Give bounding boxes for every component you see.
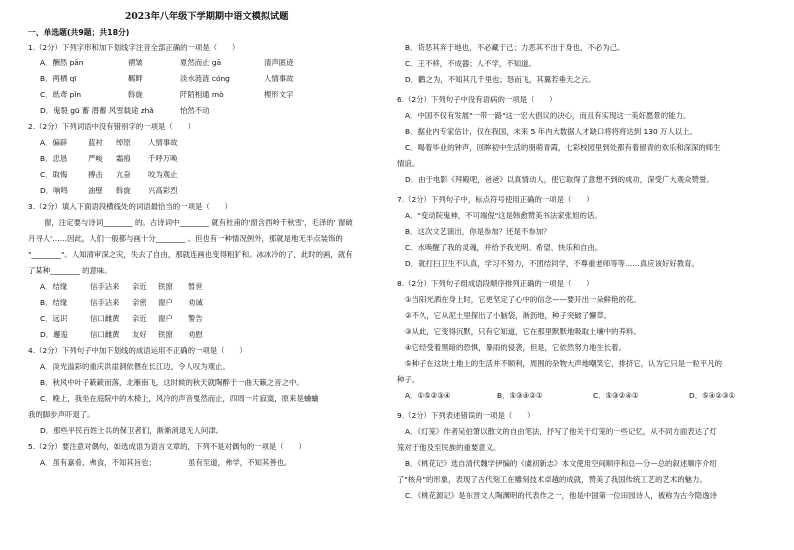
question-7-option-b: B．这次文艺演出，你是参加？还是不参加？ <box>405 227 551 236</box>
question-5-option-b: B．货恶其弃于地也，不必藏于己；力恶其不出于身也，不必为己。 <box>405 43 625 52</box>
section-heading: 一、单选题(共9题；共18分) <box>28 28 130 37</box>
question-7-option-d: D．就打扫卫生不认真，学习不努力，不团结同学，不尊重老师等等……真应该好好教育。 <box>405 259 699 268</box>
question-5-stem: 5.（2分）要注意对偶句，如选成语为语言文章的，下列不是对偶句的一项是（ ） <box>28 442 306 451</box>
question-5-option-c: C．王不移，不成器；人不学，不知道。 <box>405 59 536 68</box>
question-6-option-b: B．据业内专家估计，仅在我国，未来 5 年内大数据人才缺口将将将达到 130 万人以上。 <box>405 127 697 136</box>
question-4-option-c: C．晚上，我坐在庭院中的木椅上，风冷的声音戛然而止，四周一片寂寞，原来是蛐蛐 <box>40 394 319 403</box>
question-6-stem: 6.（2分）下列句子中没有语病的一项是（ ） <box>397 95 557 104</box>
question-3-passage-line: 窗，注定要与诗词________ 的。古诗词中________ 就有杜甫的'窗含西岭千秋雪'，毛泽的' 窗破 <box>44 218 353 227</box>
question-8-sentence-cont: 种子。 <box>397 375 420 384</box>
question-3-stem: 3.（2分）填入下面语段横线处的词语最恰当的一项是（ ） <box>28 202 232 211</box>
question-4-option-b: B．秋风中叶子簌簌而落，北雁南飞，这时候的秋天就陶醉于一曲天籁之音之中。 <box>40 378 304 387</box>
question-9-option-c: C．《桃花源记》是东晋文人陶渊明的代表作之一，他是中国第一位田园诗人，被称为古今隐逸诗 <box>405 491 717 500</box>
question-8-option-c: C．⑤③②④① <box>593 391 639 400</box>
question-3-passage-line: "________"。人知清审深之灾，失去了自由，那就连画也变得粗犷和。冰冰冷的了，此时的画，就有 <box>28 250 353 259</box>
question-8-sentence: ③从此，它变得沉默，只有它知道，它在那里默默地吸取土壤中的养料。 <box>405 327 641 336</box>
question-7-option-c: C．水唤醒了我的灵魂，并给予我光明、希望、快乐和自由。 <box>405 243 603 252</box>
question-9-stem: 9.（2分）下列表述错误的一项是（ ） <box>397 411 535 420</box>
question-4-stem: 4.（2分）下列句子中加下划线的成语运用不正确的一项是（ ） <box>28 346 247 355</box>
question-8-stem: 8.（2分）下列句子组成语段顺序排列正确的一项是（ ） <box>397 279 594 288</box>
question-8-sentence: ②不久，它从泥土里探出了小脑袋，淅沥地，种子突破了懈草。 <box>405 311 612 320</box>
question-6-option-a: A．中国不仅有发展"一带一路"这一宏大倡议的决心，而且有实现这一美好愿景的能力。 <box>405 111 691 120</box>
question-8-sentence: ①当阳光洒在身上时，它更坚定了心中的信念——要开出一朵鲜艳的花。 <box>405 295 641 304</box>
question-9-option-b: B．《桃花记》选自清代魏学伊编的《虞初新志》本文使用空间顺序和总—分—总的叙述顺序介绍 <box>405 459 717 468</box>
question-3-passage-line: 了某种________ 的意味。 <box>28 266 112 275</box>
question-7-option-a: A．"变动院鬼神，不可端倪"这是韩愈赞美书法家张旭的话。 <box>405 211 602 220</box>
question-7-stem: 7.（2分）下列句子中，标点符号使用正确的一项是（ ） <box>397 195 594 204</box>
question-9-option-a-cont: 笼对于他及至民族的重要意义。 <box>397 443 501 452</box>
question-8-sentence: ④它经受着黑暗的恐惧，暴雨的侵袭，但是，它依然努力地生长着。 <box>405 343 626 352</box>
question-9-option-a: A．《灯笼》作者吴伯箫以散文的自由笔法，抒写了他关于灯笼的一些记忆，从不同方面表达了灯 <box>405 427 717 436</box>
question-8-option-b: B．⑤③④②① <box>497 391 543 400</box>
question-8-option-d: D．⑤④②③① <box>689 391 736 400</box>
question-1-stem: 1.（2分）下列字形和加下划线字注音全部正确的一项是（ ） <box>28 43 240 52</box>
question-4-option-a: A．淡光溢彩的重庆洪崖洞依偎在长江边，令人叹为观止。 <box>40 362 230 371</box>
question-6-option-c: C．喝着毕业的钟声，回眸初中生活的朋萌青霞，七彩校园里到处都有着留青的欢乐和深深的师生 <box>405 143 721 152</box>
question-9-option-b-cont: 了"核舟"的形象，表现了古代刻工在雕刻技术卓越的成就，赞美了我国传统工艺的艺术的魅力。 <box>397 475 707 484</box>
question-6-option-c-cont: 情谊。 <box>397 159 420 168</box>
question-2-stem: 2.（2分）下列词语中没有错别字的一项是（ ） <box>28 122 195 131</box>
question-5-option-d: D．鹳之为，不知其几千里也；怒而飞，其翼若垂天之云。 <box>405 75 596 84</box>
question-8-sentence: ⑤种子在这块土地上的生活并不顺利，周围的杂物大声地嘲笑它，排挤它，认为它只是一粒平凡的 <box>405 359 723 368</box>
page-title: 2023年八年级下学期期中语文模拟试题 <box>125 11 289 22</box>
question-4-option-c-cont: 我的脚步声吓退了。 <box>28 410 95 419</box>
question-4-option-d: D．那些平民百姓士兵的保卫者们，渐渐消退无人问津。 <box>40 426 224 435</box>
question-6-option-d: D．由于电影《拜殿吧，爸爸》以真情动人，使它取得了意想不到的成功，深受广大观众赞誉。 <box>405 175 714 184</box>
question-8-option-a: A．①⑤②③④ <box>405 391 451 400</box>
question-3-passage-line: 月寻人'……因此，人们一般都与画十分________ 。但也有一种情况例外，那就是地无半点装饰的 <box>28 234 343 243</box>
